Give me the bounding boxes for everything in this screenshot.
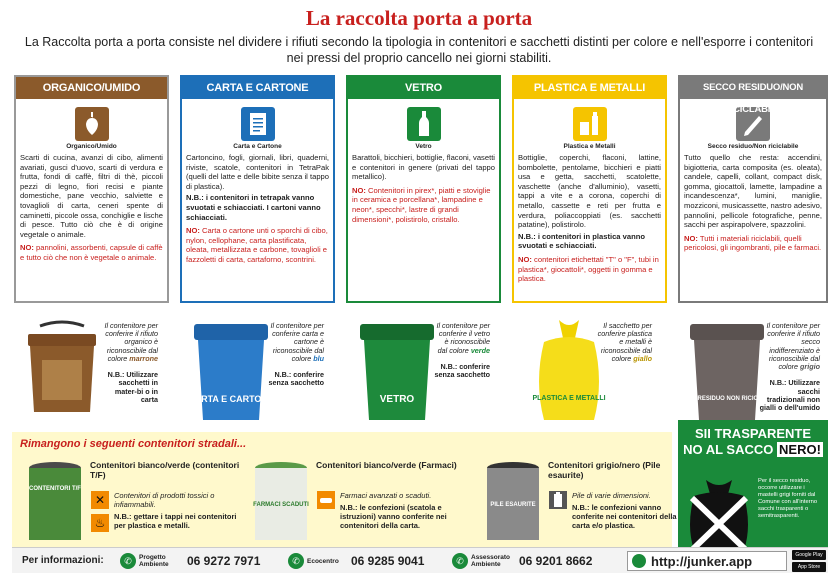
phone-icon: ✆ <box>288 553 304 569</box>
card-no: NO: Contenitori in pirex*, piatti e stoviglie in ceramica e porcellana*, lampadine e neon*, specchi*, lastre di grandi dimensioni*, polistirolo, cristallo. <box>352 185 491 224</box>
card-head: ORGANICO/UMIDO <box>16 77 167 99</box>
contact-assessorato[interactable]: ✆ Assessorato Ambiente 06 9201 8662 <box>452 552 592 570</box>
intro-text: La Raccolta porta a porta consiste nel dividere i rifiuti secondo la tipologia in contenitori e sacchetti distinti per colore e nell'esporre i contenitori nei pressi del proprio cancello nei giorni stabiliti. <box>24 35 814 65</box>
icon-label: Carta e Cartone <box>233 143 282 150</box>
card-body: Bottiglie, coperchi, flaconi, lattine, bombolette, pentolame, bicchieri e piatti usa e getta, sacchetti, scatolette, vaschette (anche d'alluminio), vasetti, tappi a vite e a corona, coperchi di metallo, cassette e reti per frutta e verdura, poliaccoppiati (es. sacchetti patatine), polistirolo. <box>518 153 661 230</box>
bin-label: FARMACI SCADUTI <box>253 502 309 508</box>
card-nb: N.B.: i contenitori in plastica vanno svuotati e schiacciati. <box>518 231 645 251</box>
card-no: NO: pannolini, assorbenti, capsule di caffè e tutto ciò che non è vegetale o animale. <box>20 243 163 262</box>
store-badges <box>792 550 826 574</box>
bin-label: VETRO <box>379 394 415 405</box>
document-icon <box>241 107 275 141</box>
card-head: VETRO <box>348 77 499 99</box>
phone-icon: ✆ <box>452 553 468 569</box>
can-bottle-icon <box>573 107 607 141</box>
organic-bin-icon <box>22 316 102 416</box>
card-body: Cartoncino, fogli, giornali, libri, quaderni, riviste, scatole, contenitori in TetraPak (quelli del latte e delle bibite senza il tappo di plastica). <box>186 153 329 191</box>
phone-icon: ✆ <box>120 553 136 569</box>
card-organico <box>14 75 169 303</box>
pharma-container-icon <box>250 460 312 544</box>
svg-text:✕: ✕ <box>94 493 106 507</box>
card-secco <box>678 75 828 303</box>
pen-icon <box>736 107 770 141</box>
google-play-badge[interactable]: Google Play <box>792 550 826 560</box>
street-item-nb: N.B.: le confezioni vanno conferite nei contenitori della carta e/o plastica. <box>572 503 677 530</box>
hazard-icons <box>90 490 110 534</box>
crossed-black-bag-icon <box>684 474 754 554</box>
paper-bin-icon <box>188 316 274 426</box>
bin-label: PLASTICA E METALLI <box>532 395 606 402</box>
card-no: NO: Carta o cartone unti o sporchi di cibo, nylon, cellophane, carta plastificata, oleata, metallizzata e carbone, tovaglioli e fazzoletti di carta, cartaforno, scontrini. <box>186 226 328 264</box>
bin-caption-vetro: Il contenitore per conferire il vetro è riconoscibile dal colore verde N.B.: conferire senza sacchetto <box>434 321 490 380</box>
icon-label: Organico/Umido <box>66 143 117 150</box>
street-item-desc: Pile di varie dimensioni. <box>572 491 651 500</box>
battery-icon <box>548 490 568 510</box>
card-body: Tutto quello che resta: accendini, bigiotteria, carta composita (es. oleata), candele, capelli, collant, compact disk, gomma, giocattoli, lamette, lampadine a incandescenza*, lumini, maniglie, mozziconi, musicassette, nastro adesivo, pannolini, pellicole fotografiche, penne, sacchi per aspirapolvere, spazzolini. <box>684 153 823 230</box>
battery-container-icon <box>482 460 544 544</box>
plastic-bag-icon <box>534 316 604 426</box>
bottle-icon <box>407 107 441 141</box>
card-head: SECCO RESIDUO/NON RICICLABILE <box>680 77 826 99</box>
bin-label: CONTENITORI T/F <box>29 486 81 492</box>
card-body: Scarti di cucina, avanzi di cibo, alimenti avariati, gusci d'uovo, scarti di verdura e frutta, fondi di caffè, filtri di thè, piccoli pezzi di legno, fiori recisi e piante domestiche, pane vecchio, salviette e tovaglioli di carta, ceneri spente di caminetti, piccole ossa, conchiglie e lische di pesce. Tutto ciò che è di origine vegetale o animale. <box>20 153 163 239</box>
glass-bin-icon <box>354 316 440 426</box>
icon-label: Vetro <box>415 143 432 150</box>
street-item-title: Contenitori bianco/verde (Farmaci) <box>316 460 457 470</box>
info-bar <box>12 547 828 573</box>
street-item-title: Contenitori grigio/nero (Pile esaurite) <box>548 460 661 480</box>
street-item-desc: Farmaci avanzati o scaduti. <box>340 491 432 500</box>
app-store-badge[interactable]: App Store <box>792 562 826 572</box>
green-box-note: Per il secco residuo, occorre utilizzare i mastelli grigi forniti dal Comune con all'interno sacchi trasparenti o semitrasparenti. <box>758 478 818 519</box>
card-head: PLASTICA E METALLI <box>514 77 665 99</box>
svg-text:♨: ♨ <box>94 516 106 530</box>
globe-icon <box>632 554 646 568</box>
icon-label: Secco residuo/Non riciclabile <box>707 143 799 150</box>
apple-core-icon <box>75 107 109 141</box>
bin-label: SECCO RESIDUO NON RICICLABILE <box>674 396 780 402</box>
icon-label: Plastica e Metalli <box>563 143 616 150</box>
contact-ecocentro[interactable]: ✆ Ecocentro 06 9285 9041 <box>288 552 424 570</box>
bin-label: CARTA E CARTONE <box>188 394 274 404</box>
card-nb: N.B.: i contenitori in tetrapak vanno svuotati e schiacciati. I cartoni vanno schiacciati. <box>186 193 321 222</box>
card-carta <box>180 75 335 303</box>
bin-caption-secco: Il contenitore per conferire il rifiuto secco indifferenziato è riconoscibile dal colore grigio N.B.: Utilizzare sacchi tradizionali non gialli o dell'umido <box>759 321 820 413</box>
contact-progetto-ambiente[interactable]: ✆ Progetto Ambiente 06 9272 7971 <box>120 552 260 570</box>
bin-caption-carta: Il contenitore per conferire carta e cartone è riconoscibile dal colore blu N.B.: conferire senza sacchetto <box>268 321 324 388</box>
card-plastica <box>512 75 667 303</box>
street-label: Rimangono i seguenti contenitori stradali... <box>20 438 247 450</box>
website-link[interactable]: http://junker.app <box>627 551 787 571</box>
street-item-desc: Contenitori di prodotti tossici o infiammabili. <box>114 491 215 509</box>
pill-icon <box>316 490 336 510</box>
bin-caption-plastica: Il sacchetto per conferire plastica e metalli è riconoscibile dal colore giallo <box>597 321 652 363</box>
street-item-nb: N.B.: le confezioni (scatola e istruzioni) vanno conferite nei contenitori della carta. <box>340 503 447 530</box>
street-item-nb: N.B.: gettare i tappi nei contenitori per plastica e metalli. <box>114 512 237 530</box>
card-no: NO: Tutti i materiali riciclabili, quelli pericolosi, gli ingombranti, pile e farmaci. <box>684 233 822 253</box>
tf-container-icon <box>24 460 86 544</box>
green-box-heading: SII TRASPARENTE NO AL SACCO NERO! <box>683 426 821 457</box>
bin-label: PILE ESAURITE <box>490 502 536 508</box>
page-title: La raccolta porta a porta <box>305 6 533 30</box>
card-vetro <box>346 75 501 303</box>
street-item-title: Contenitori bianco/verde (contenitori T/F) <box>90 460 240 480</box>
card-body: Barattoli, bicchieri, bottiglie, flaconi, vasetti e contenitori in genere (privati del tappo metallico). <box>352 153 495 182</box>
bin-caption-organico: Il contenitore per conferire il rifiuto organico è riconoscibile dal colore marrone N.B.: Utilizzare sacchetti in mater-bi o in carta <box>104 321 158 404</box>
card-head: CARTA E CARTONE <box>182 77 333 99</box>
card-no: NO: contenitori etichettati "T" o "F", tubi in plastica*, giocattoli*, oggetti in gomma e plastica. <box>518 254 659 284</box>
info-label: Per informazioni: <box>22 555 104 566</box>
